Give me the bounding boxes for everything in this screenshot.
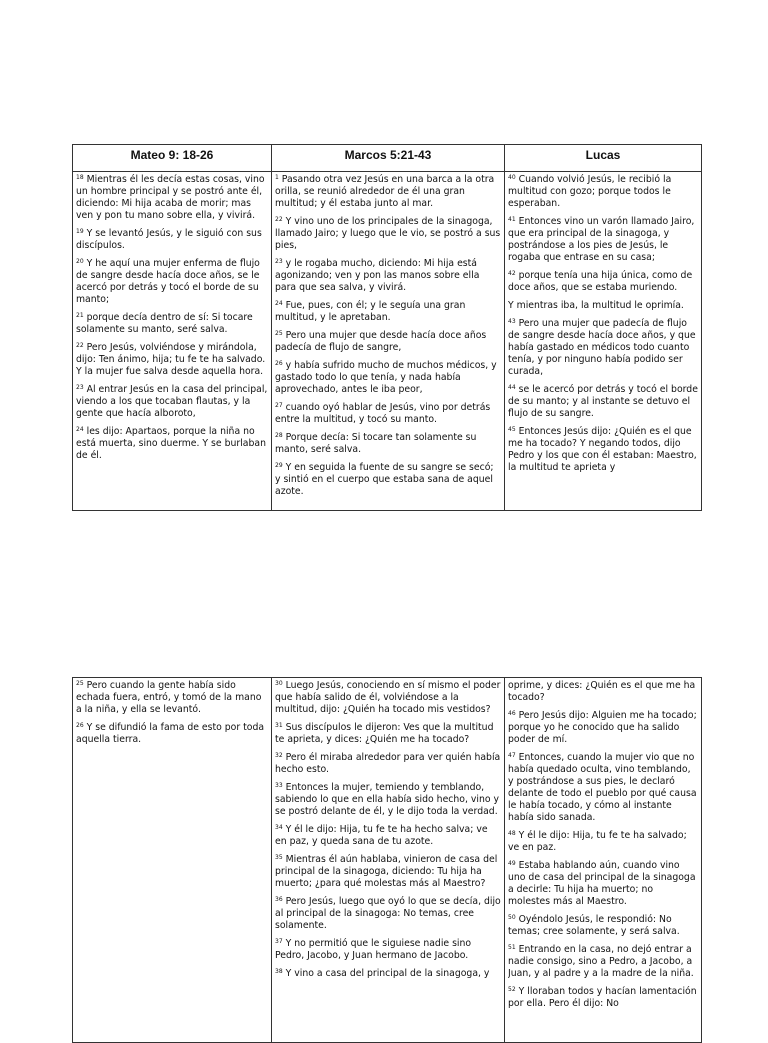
verse <box>275 216 501 252</box>
verse-text: porque tenía una hija única, como de doce años, que se estaba muriendo. <box>508 270 693 293</box>
verse <box>508 680 698 704</box>
verse-text: Y se levantó Jesús, y le siguió con sus discípulos. <box>76 228 262 251</box>
verse-number: 18 <box>76 174 84 181</box>
verse-text: Pero Jesús dijo: Alguien me ha tocado; porque yo he conocido que ha salido poder de mí. <box>508 710 697 745</box>
header-marcos: Marcos 5:21-43 <box>272 145 505 172</box>
verse-text: Luego Jesús, conociendo en sí mismo el poder que había salido de él, volviéndose a la multitud, dijo: ¿Quién ha tocado mis vestidos? <box>275 680 501 715</box>
verse-text: oprime, y dices: ¿Quién es el que me ha tocado? <box>508 680 696 703</box>
verse-text: Porque decía: Si tocare tan solamente su manto, seré salva. <box>275 432 477 455</box>
verse-text: Pero una mujer que padecía de flujo de sangre desde hacía doce años, y que había gastado en médicos todo cuanto tenía, y por ninguno había podido ser curada, <box>508 318 696 377</box>
verse-text: Y en seguida la fuente de su sangre se secó; y sintió en el cuerpo que estaba sana de aquel azote. <box>275 462 494 497</box>
verse <box>275 722 501 746</box>
verse-number: 41 <box>508 216 516 223</box>
verse <box>76 680 268 716</box>
verse <box>508 944 698 980</box>
verse <box>275 300 501 324</box>
verse-text: Oyéndolo Jesús, le respondió: No temas; cree solamente, y será salva. <box>508 914 680 937</box>
verse-number: 24 <box>275 300 283 307</box>
verse <box>508 384 698 420</box>
verse-text: Entonces Jesús dijo: ¿Quién es el que me ha tocado? Y negando todos, dijo Pedro y los que con él estaban: Maestro, la multitud te aprieta y <box>508 426 697 473</box>
verse-number: 47 <box>508 752 516 759</box>
verse <box>275 174 501 210</box>
lucas-column <box>505 172 702 511</box>
lucas-column <box>505 678 702 1043</box>
verse-row <box>73 172 702 511</box>
verse <box>508 914 698 938</box>
verse-text: Y se difundió la fama de esto por toda aquella tierra. <box>76 722 265 745</box>
verse <box>275 680 501 716</box>
verse-number: 50 <box>508 914 516 921</box>
verse <box>275 402 501 426</box>
verse-number: 30 <box>275 680 283 687</box>
verse-text: cuando oyó hablar de Jesús, vino por detrás entre la multitud, y tocó su manto. <box>275 402 491 425</box>
synopsis-table-bottom <box>72 677 702 1043</box>
verse-text: Pero una mujer que desde hacía doce años padecía de flujo de sangre, <box>275 330 487 353</box>
verse <box>508 318 698 378</box>
synopsis-table-top <box>72 144 702 511</box>
verse-number: 48 <box>508 830 516 837</box>
verse-number: 40 <box>508 174 516 181</box>
verse-number: 52 <box>508 986 516 993</box>
marcos-column <box>272 172 505 511</box>
verse-text: les dijo: Apartaos, porque la niña no está muerta, sino duerme. Y se burlaban de él. <box>76 426 266 461</box>
verse-number: 46 <box>508 710 516 717</box>
verse-text: Y vino uno de los principales de la sinagoga, llamado Jairo; y luego que le vio, se postró a sus pies, <box>275 216 501 251</box>
verse <box>275 824 501 848</box>
verse <box>508 710 698 746</box>
verse <box>275 782 501 818</box>
verse-text: Cuando volvió Jesús, le recibió la multitud con gozo; porque todos le esperaban. <box>508 174 672 209</box>
verse-text: Entrando en la casa, no dejó entrar a nadie consigo, sino a Pedro, a Jacobo, a Juan, y al padre y a la madre de la niña. <box>508 944 694 979</box>
verse <box>508 300 698 312</box>
verse-number: 21 <box>76 312 84 319</box>
verse-number: 24 <box>76 426 84 433</box>
verse <box>508 216 698 264</box>
verse-text: porque decía dentro de sí: Si tocare solamente su manto, seré salva. <box>76 312 253 335</box>
verse <box>275 258 501 294</box>
verse <box>275 938 501 962</box>
verse-text: Y mientras iba, la multitud le oprimía. <box>508 300 684 311</box>
verse-text: Sus discípulos le dijeron: Ves que la multitud te aprieta, y dices: ¿Quién me ha tocado? <box>275 722 494 745</box>
verse-text: Fue, pues, con él; y le seguía una gran multitud, y le apretaban. <box>275 300 466 323</box>
verse <box>275 360 501 396</box>
verse-number: 51 <box>508 944 516 951</box>
verse-text: Y lloraban todos y hacían lamentación por ella. Pero él dijo: No <box>508 986 697 1009</box>
verse <box>275 968 501 980</box>
verse-number: 37 <box>275 938 283 945</box>
verse-text: Entonces la mujer, temiendo y temblando, sabiendo lo que en ella había sido hecho, vino y se postró delante de él, y le dijo toda la verdad. <box>275 782 500 817</box>
mateo-column <box>73 678 272 1043</box>
verse-number: 19 <box>76 228 84 235</box>
verse-number: 49 <box>508 860 516 867</box>
verse <box>76 384 268 420</box>
verse-number: 1 <box>275 174 279 181</box>
verse-number: 23 <box>275 258 283 265</box>
verse-text: y le rogaba mucho, diciendo: Mi hija está agonizando; ven y pon las manos sobre ella para que sea salva, y vivirá. <box>275 258 480 293</box>
verse <box>76 258 268 306</box>
verse <box>508 752 698 824</box>
verse <box>76 722 268 746</box>
verse-text: Y no permitió que le siguiese nadie sino Pedro, Jacobo, y Juan hermano de Jacobo. <box>275 938 472 961</box>
mateo-column <box>73 172 272 511</box>
verse-number: 42 <box>508 270 516 277</box>
marcos-column <box>272 678 505 1043</box>
verse <box>76 312 268 336</box>
verse-number: 23 <box>76 384 84 391</box>
verse <box>508 174 698 210</box>
verse <box>275 896 501 932</box>
verse-number: 28 <box>275 432 283 439</box>
verse-text: Entonces vino un varón llamado Jairo, que era principal de la sinagoga, y postrándose a los pies de Jesús, le rogaba que entrase en su casa; <box>508 216 695 263</box>
verse-number: 20 <box>76 258 84 265</box>
verse <box>76 342 268 378</box>
verse <box>76 228 268 252</box>
verse-number: 43 <box>508 318 516 325</box>
verse-text: Pero él miraba alrededor para ver quién había hecho esto. <box>275 752 501 775</box>
verse <box>275 462 501 498</box>
verse-text: Mientras él aún hablaba, vinieron de casa del principal de la sinagoga, diciendo: Tu hija ha muerto; ¿para qué molestas más al Maestro? <box>275 854 498 889</box>
verse-number: 25 <box>275 330 283 337</box>
verse-number: 32 <box>275 752 283 759</box>
verse-number: 25 <box>76 680 84 687</box>
verse-number: 29 <box>275 462 283 469</box>
verse <box>508 830 698 854</box>
verse-text: Pero cuando la gente había sido echada fuera, entró, y tomó de la mano a la niña, y ella se levantó. <box>76 680 262 715</box>
verse <box>275 854 501 890</box>
verse-text: Pero Jesús, volviéndose y mirándola, dijo: Ten ánimo, hija; tu fe te ha salvado. Y la mujer fue salva desde aquella hora. <box>76 342 266 377</box>
verse-number: 31 <box>275 722 283 729</box>
verse-number: 36 <box>275 896 283 903</box>
verse <box>76 174 268 222</box>
verse-number: 22 <box>76 342 84 349</box>
verse-number: 44 <box>508 384 516 391</box>
verse-number: 22 <box>275 216 283 223</box>
verse-number: 33 <box>275 782 283 789</box>
verse-text: Y él le dijo: Hija, tu fe te ha salvado; ve en paz. <box>508 830 687 853</box>
verse <box>508 426 698 474</box>
verse-text: Estaba hablando aún, cuando vino uno de casa del principal de la sinagoga a decirle: Tu hija ha muerto; no molestes más al Maestro. <box>508 860 696 907</box>
verse-number: 34 <box>275 824 283 831</box>
verse <box>275 752 501 776</box>
verse-number: 35 <box>275 854 283 861</box>
verse-row <box>73 678 702 1043</box>
verse <box>275 330 501 354</box>
verse-text: y había sufrido mucho de muchos médicos, y gastado todo lo que tenía, y nada había aprovechado, antes le iba peor, <box>275 360 497 395</box>
verse-text: Entonces, cuando la mujer vio que no había quedado oculta, vino temblando, y postrándose a sus pies, le declaró delante de todo el pueblo por qué causa le había tocado, y cómo al instante había sido sanada. <box>508 752 697 823</box>
verse-text: Y he aquí una mujer enferma de flujo de sangre desde hacía doce años, se le acercó por detrás y tocó el borde de su manto; <box>76 258 260 305</box>
verse-number: 26 <box>76 722 84 729</box>
verse-text: Y vino a casa del principal de la sinagoga, y <box>285 968 490 979</box>
header-lucas: Lucas <box>505 145 702 172</box>
verse-number: 26 <box>275 360 283 367</box>
verse-text: Al entrar Jesús en la casa del principal, viendo a los que tocaban flautas, y la gente que hacía alboroto, <box>76 384 268 419</box>
verse <box>508 986 698 1010</box>
verse-number: 27 <box>275 402 283 409</box>
verse <box>275 432 501 456</box>
verse <box>508 860 698 908</box>
verse-text: Mientras él les decía estas cosas, vino un hombre principal y se postró ante él, diciendo: Mi hija acaba de morir; mas ven y pon tu mano sobre ella, y vivirá. <box>76 174 265 221</box>
header-mateo: Mateo 9: 18-26 <box>73 145 272 172</box>
verse-text: Y él le dijo: Hija, tu fe te ha hecho salva; ve en paz, y queda sana de tu azote. <box>275 824 488 847</box>
verse-text: se le acercó por detrás y tocó el borde de su manto; y al instante se detuvo el flujo de su sangre. <box>508 384 698 419</box>
verse-text: Pasando otra vez Jesús en una barca a la otra orilla, se reunió alrededor de él una gran multitud; y él estaba junto al mar. <box>275 174 495 209</box>
verse <box>76 426 268 462</box>
header-row <box>73 145 702 172</box>
verse-number: 38 <box>275 968 283 975</box>
verse <box>508 270 698 294</box>
verse-text: Pero Jesús, luego que oyó lo que se decía, dijo al principal de la sinagoga: No temas, cree solamente. <box>275 896 501 931</box>
verse-number: 45 <box>508 426 516 433</box>
